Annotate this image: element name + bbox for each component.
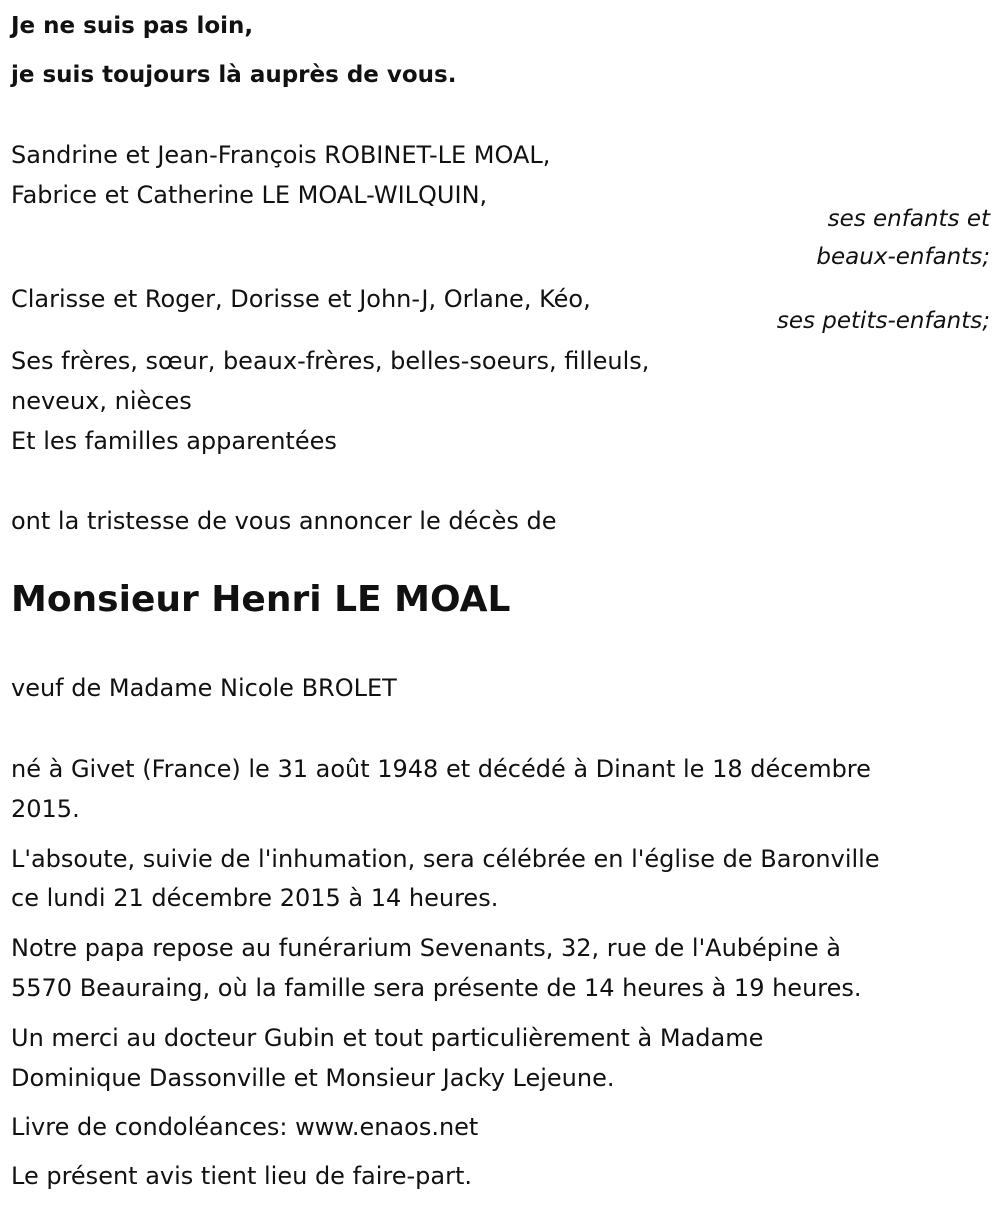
rest-line-2: 5570 Beauraing, où la famille sera présente de 14 heures à 19 heures. [11, 974, 862, 1002]
poem-line-2: je suis toujours là auprès de vous. [11, 62, 457, 88]
notice-text: Le présent avis tient lieu de faire-part. [11, 1162, 473, 1190]
announcement: ont la tristesse de vous annoncer le décès de [11, 507, 557, 535]
children-role-line-1: ses enfants et [827, 206, 990, 232]
widower-of: veuf de Madame Nicole BROLET [11, 674, 397, 702]
thanks-line-2: Dominique Dassonville et Monsieur Jacky Lejeune. [11, 1064, 615, 1092]
birth-death-line-1: né à Givet (France) le 31 août 1948 et décédé à Dinant le 18 décembre [11, 755, 871, 783]
relatives-line-3: Et les familles apparentées [11, 427, 337, 455]
children-role-line-2: beaux-enfants; [816, 244, 990, 270]
birth-death-line-2: 2015. [11, 795, 80, 823]
funeral-line-2: ce lundi 21 décembre 2015 à 14 heures. [11, 884, 499, 912]
condolences-link-text: Livre de condoléances: www.enaos.net [11, 1113, 479, 1141]
funeral-line-1: L'absoute, suivie de l'inhumation, sera célébrée en l'église de Baronville [11, 845, 880, 873]
children-line-2: Fabrice et Catherine LE MOAL-WILQUIN, [11, 181, 488, 209]
rest-line-1: Notre papa repose au funérarium Sevenants, 32, rue de l'Aubépine à [11, 934, 842, 962]
thanks-line-1: Un merci au docteur Gubin et tout particulièrement à Madame [11, 1024, 764, 1052]
deceased-name: Monsieur Henri LE MOAL [11, 579, 511, 620]
relatives-line-1: Ses frères, sœur, beaux-frères, belles-soeurs, filleuls, [11, 347, 650, 375]
relatives-line-2: neveux, nièces [11, 387, 192, 415]
poem-line-1: Je ne suis pas loin, [11, 13, 254, 39]
children-line-1: Sandrine et Jean-François ROBINET-LE MOAL, [11, 141, 551, 169]
grandchildren-role: ses petits-enfants; [776, 308, 990, 334]
grandchildren: Clarisse et Roger, Dorisse et John-J, Orlane, Kéo, [11, 285, 591, 313]
